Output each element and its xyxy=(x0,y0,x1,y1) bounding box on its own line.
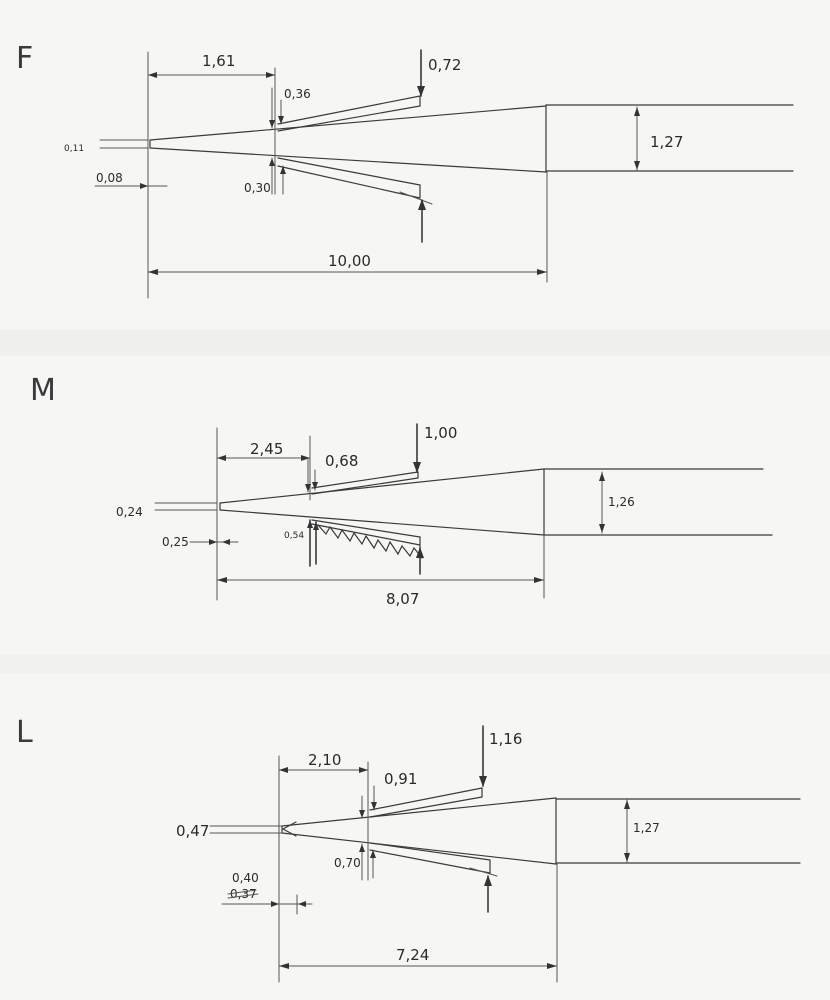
dimension-tip-width-m xyxy=(116,505,143,519)
label-upper-thickness-m: 0,68 xyxy=(325,452,359,470)
label-tip-width-f: 0,11 xyxy=(64,144,85,154)
label-overall-length-f: 10,00 xyxy=(328,252,371,270)
label-tip-offset-m: 0,25 xyxy=(162,535,189,549)
label-tip-offset-l: 0,40 xyxy=(232,871,259,885)
section-letter-m: M xyxy=(30,373,56,408)
label-body-height-m: 1,26 xyxy=(608,495,635,509)
label-upper-thickness-l: 0,91 xyxy=(384,770,418,788)
label-end-gap-m: 1,00 xyxy=(424,424,458,442)
dimension-tip-width-l xyxy=(176,822,209,840)
label-tip-offset-f: 0,08 xyxy=(96,171,123,185)
label-tip-offset-crossed-l: 0,37 xyxy=(230,887,257,901)
label-body-height-f: 1,27 xyxy=(650,133,684,151)
label-taper-length-l: 2,10 xyxy=(308,751,342,769)
label-overall-length-m: 8,07 xyxy=(386,590,420,608)
label-body-height-l: 1,27 xyxy=(633,821,660,835)
label-upper-thickness-f: 0,36 xyxy=(284,87,311,101)
label-lower-thickness-m: 0,54 xyxy=(284,531,305,541)
label-lower-thickness-l: 0,70 xyxy=(334,856,361,870)
dimension-tip-width-f xyxy=(64,144,84,154)
section-letter-f: F xyxy=(16,41,34,76)
label-end-gap-l: 1,16 xyxy=(489,730,523,748)
label-taper-length-m: 2,45 xyxy=(250,440,284,458)
label-lower-thickness-f: 0,30 xyxy=(244,181,271,195)
label-taper-length-f: 1,61 xyxy=(202,52,236,70)
label-tip-width-m: 0,24 xyxy=(116,505,143,519)
section-letter-l: L xyxy=(16,715,33,750)
label-overall-length-l: 7,24 xyxy=(396,946,430,964)
label-tip-width-l: 0,47 xyxy=(176,822,210,840)
label-end-gap-f: 0,72 xyxy=(428,56,462,74)
